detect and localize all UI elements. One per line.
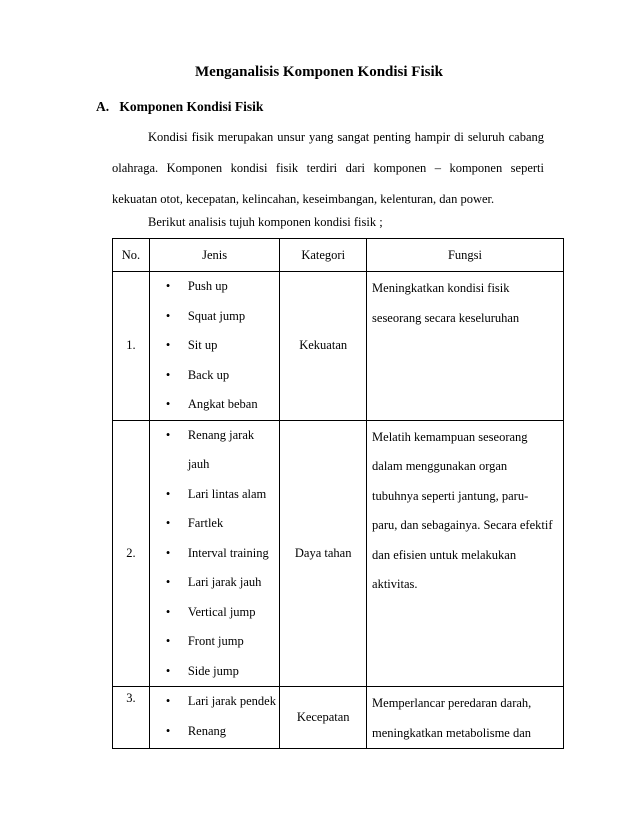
bullet-icon: • — [165, 367, 171, 382]
list-item: • Vertical jump — [150, 598, 280, 628]
bullet-icon: • — [165, 694, 171, 708]
intro-paragraph-text: Kondisi fisik merupakan unsur yang sangat penting hampir di seluruh cabang olahraga. Komponen kondisi fisik terdiri dari komponen – komponen seperti kekuatan otot, kecepatan, kelincahan, keseimbangan, kelenturan, dan power. — [112, 130, 544, 206]
row-number: 1. — [113, 272, 150, 421]
bullet-icon: • — [165, 545, 171, 560]
bullet-icon: • — [165, 486, 171, 501]
kategori-cell: Kecepatan — [280, 687, 367, 749]
fungsi-cell — [367, 272, 564, 421]
components-table — [112, 238, 564, 749]
list-item: • Lari jarak jauh — [150, 568, 280, 598]
bullet-icon: • — [165, 338, 171, 352]
list-item: • Squat jump — [150, 302, 280, 332]
header-kategori: Kategori — [280, 239, 367, 272]
bullet-icon: • — [165, 279, 171, 293]
kategori-cell: Daya tahan — [280, 420, 367, 687]
header-jenis: Jenis — [149, 239, 280, 272]
bullet-icon: • — [165, 604, 171, 619]
bullet-icon: • — [165, 308, 171, 323]
list-item: • Back up — [150, 361, 280, 391]
list-item: • Side jump — [150, 657, 280, 687]
bullet-icon: • — [165, 516, 171, 530]
list-item: • Fartlek — [150, 509, 280, 539]
list-item: • Angkat beban — [150, 390, 280, 420]
header-fungsi: Fungsi — [367, 239, 564, 272]
section-heading — [96, 99, 263, 115]
header-no: No. — [113, 239, 150, 272]
list-item: • Renang jarak — [150, 421, 280, 451]
list-item-continuation: jauh — [187, 457, 210, 471]
fungsi-line: seseorang secara keseluruhan — [372, 310, 520, 325]
jenis-list — [150, 272, 280, 420]
fungsi-cell — [367, 420, 564, 687]
fungsi-line: Melatih kemampuan seseorang — [372, 429, 528, 444]
table-row — [113, 420, 564, 687]
fungsi-line: tubuhnya seperti jantung, paru- — [372, 488, 529, 503]
kategori-cell: Kekuatan — [280, 272, 367, 421]
list-item: • Sit up — [150, 331, 280, 361]
fungsi-line: aktivitas. — [372, 577, 418, 591]
fungsi-line: dan efisien untuk melakukan — [372, 547, 517, 562]
section-title: Komponen Kondisi Fisik — [119, 99, 264, 114]
jenis-cell — [149, 687, 280, 749]
list-item: • Lari jarak pendek — [150, 687, 280, 717]
table-row — [113, 272, 564, 421]
list-item: • Front jump — [150, 627, 280, 657]
fungsi-cell — [367, 687, 564, 749]
list-item: • Push up — [150, 272, 280, 302]
jenis-list — [150, 687, 280, 746]
bullet-icon: • — [165, 723, 171, 738]
bullet-icon: • — [165, 634, 171, 648]
bullet-icon: • — [165, 427, 171, 442]
section-number: A. — [96, 99, 110, 114]
fungsi-line: Memperlancar peredaran darah, — [372, 696, 532, 710]
document-title: Menganalisis Komponen Kondisi Fisik — [195, 64, 443, 80]
fungsi-line: meningkatkan metabolisme dan — [372, 725, 532, 740]
fungsi-line: Meningkatkan kondisi fisik — [372, 281, 510, 295]
jenis-cell — [149, 420, 280, 687]
bullet-icon: • — [165, 575, 171, 589]
fungsi-line: paru, dan sebagainya. Secara efektif — [372, 518, 553, 532]
fungsi-line: dalam menggunakan organ — [372, 459, 508, 473]
row-number: 2. — [113, 420, 150, 687]
table-header-row — [113, 239, 564, 272]
jenis-cell — [149, 272, 280, 421]
bullet-icon: • — [165, 397, 171, 411]
table-intro-paragraph: Berikut analisis tujuh komponen kondisi fisik ; — [148, 215, 383, 229]
table-row — [113, 687, 564, 749]
jenis-list — [150, 421, 280, 687]
list-item: • Interval training — [150, 539, 280, 569]
intro-paragraph — [112, 122, 544, 215]
list-item: • Lari lintas alam — [150, 480, 280, 510]
list-item: • Renang — [150, 717, 280, 747]
row-number: 3. — [113, 687, 150, 749]
bullet-icon: • — [165, 663, 171, 678]
